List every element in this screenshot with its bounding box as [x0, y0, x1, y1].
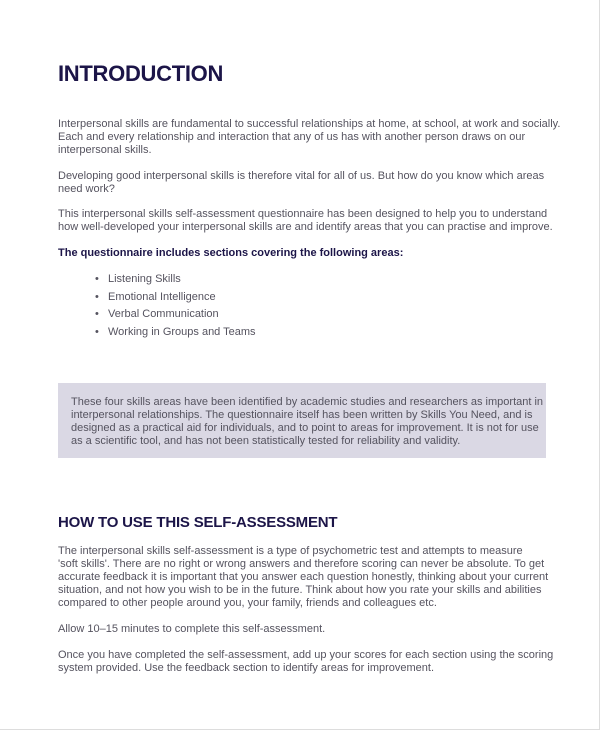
intro-heading: INTRODUCTION	[58, 61, 224, 86]
how-to-paragraph-2	[58, 623, 558, 636]
text-line: Each and every relationship and interaction that any of us has with another person draws on our	[58, 131, 526, 143]
note-text	[71, 396, 544, 448]
how-to-paragraph-3	[58, 649, 558, 675]
bullet-icon: •	[95, 308, 99, 320]
intro-paragraph-2	[58, 170, 558, 196]
text-line: These four skills areas have been identified by academic studies and researchers as important in	[71, 396, 544, 408]
text-line: Developing good interpersonal skills is therefore vital for all of us. But how do you know which areas	[58, 170, 545, 182]
text-line: need work?	[58, 183, 115, 195]
list-item-label: Emotional Intelligence	[108, 290, 216, 303]
areas-list	[95, 273, 256, 343]
text-line: compared to other people around you, your family, friends and colleagues etc.	[58, 597, 437, 609]
text-line: This interpersonal skills self-assessment questionnaire has been designed to help you to understand	[58, 208, 548, 220]
bullet-icon: •	[95, 273, 99, 285]
bullet-icon: •	[95, 290, 99, 303]
list-item	[95, 308, 256, 326]
areas-heading: The questionnaire includes sections covering the following areas:	[58, 247, 404, 259]
list-item-label: Working in Groups and Teams	[108, 325, 256, 338]
text-line: designed as a practical aid for individuals, and to point to areas for improvement. It is not for use	[71, 422, 539, 434]
intro-paragraph-3	[58, 208, 558, 234]
list-item-label: Verbal Communication	[108, 308, 219, 320]
how-to-heading: HOW TO USE THIS SELF-ASSESSMENT	[58, 514, 338, 531]
note-box	[58, 383, 546, 458]
text-line: how well-developed your interpersonal skills are and identify areas that you can practise and improve.	[58, 221, 553, 233]
intro-paragraph-1	[58, 118, 561, 157]
list-item	[95, 291, 256, 309]
text-line: accurate feedback it is important that you answer each question honestly, thinking about your current	[58, 571, 549, 583]
text-line: system provided. Use the feedback section to identify areas for improvement.	[58, 662, 435, 674]
list-item	[95, 273, 256, 291]
text-line: Once you have completed the self-assessment, add up your scores for each section using the scoring	[58, 649, 554, 661]
text-line: interpersonal relationships. The questionnaire itself has been written by Skills You Need, and is	[71, 409, 533, 421]
text-line: Interpersonal skills are fundamental to successful relationships at home, at school, at work and socially.	[58, 118, 561, 130]
how-to-paragraph-1	[58, 545, 558, 610]
bullet-icon: •	[95, 325, 99, 338]
text-line: 'soft skills'. There are no right or wrong answers and therefore scoring can never be absolute. To get	[58, 558, 545, 570]
text-line: as a scientific tool, and has not been statistically tested for reliability and validity.	[71, 435, 461, 447]
list-item-label: Listening Skills	[108, 273, 181, 285]
text-line: The interpersonal skills self-assessment is a type of psychometric test and attempts to measure	[58, 545, 523, 557]
list-item	[95, 326, 256, 344]
text-line: situation, and not how you wish to be in the future. Think about how you rate your skills and abilities	[58, 584, 542, 596]
text-line: Allow 10–15 minutes to complete this self-assessment.	[58, 623, 326, 635]
text-line: interpersonal skills.	[58, 144, 152, 156]
